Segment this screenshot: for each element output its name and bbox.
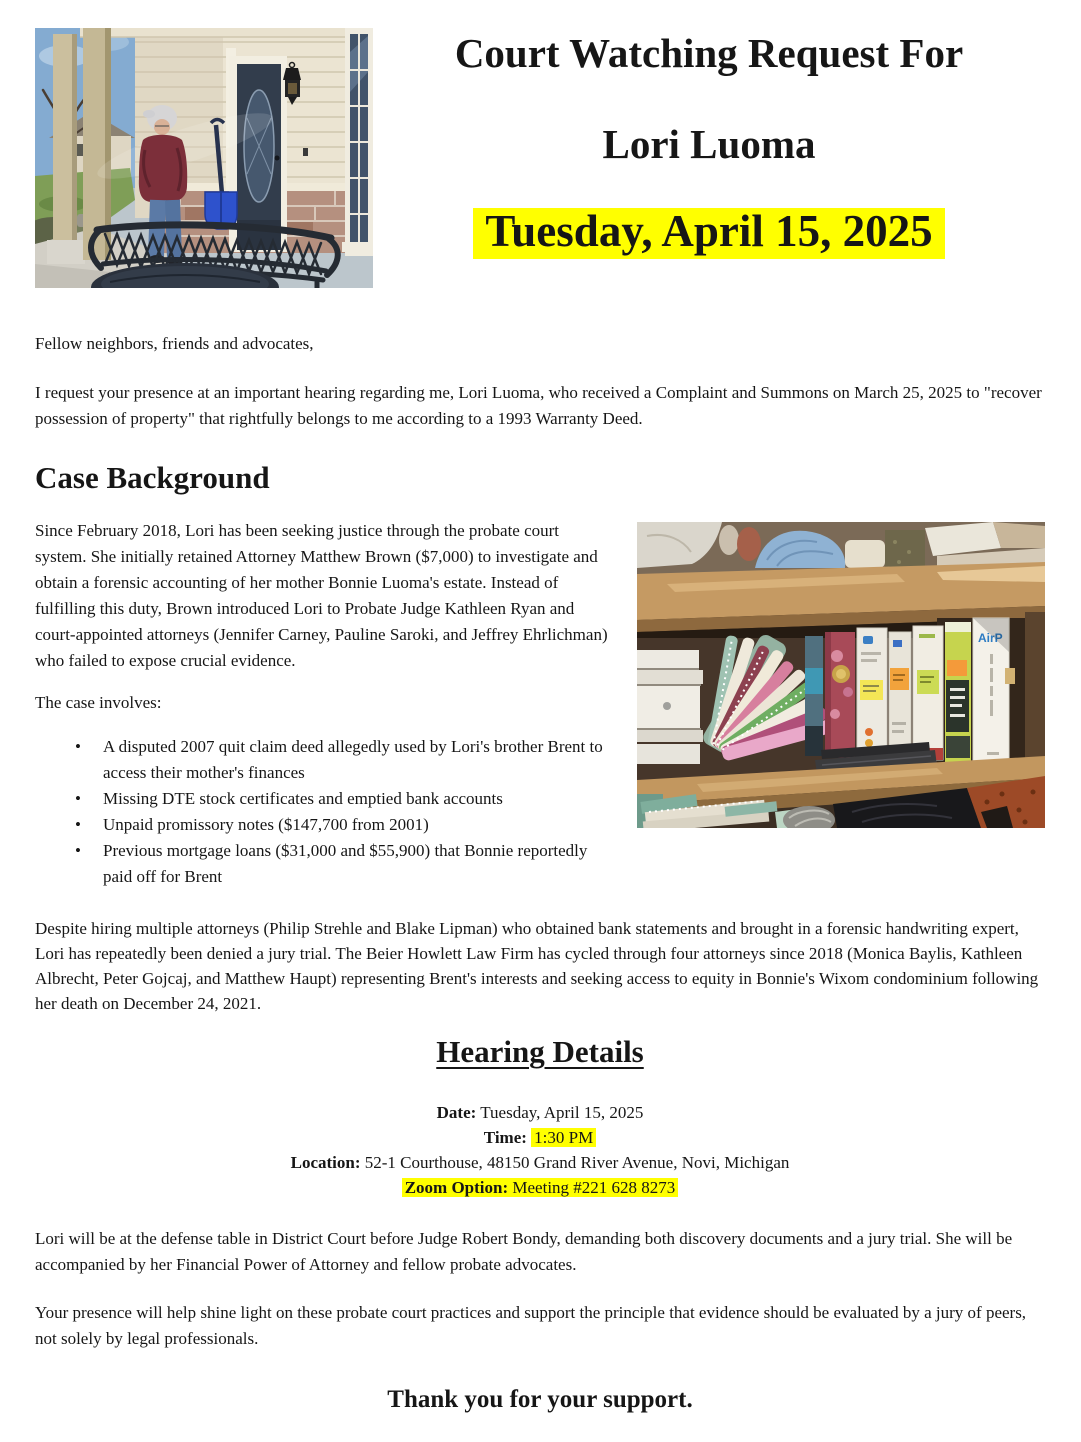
intro-paragraph: I request your presence at an important hearing regarding me, Lori Luoma, who received a Complaint and Summons on March 25, 2025 to "recover possession of property" that rightfully belongs to me according to a 1993 Warranty Deed. bbox=[35, 383, 1042, 428]
thank-you-line: Thank you for your support. bbox=[387, 1386, 693, 1413]
list-item: • A disputed 2007 quit claim deed allegedly used by Lori's brother Brent to access their mother's finances bbox=[103, 734, 1045, 786]
hearing-zoom-line bbox=[35, 1175, 1045, 1200]
location-value: 52-1 Courthouse, 48150 Grand River Avenue, Novi, Michigan bbox=[364, 1153, 790, 1172]
case-background-section bbox=[35, 518, 1045, 1016]
list-item: • Previous mortgage loans ($31,000 and $55,900) that Bonnie reportedly paid off for Brent bbox=[103, 838, 1045, 890]
location-label: Location: bbox=[290, 1153, 361, 1172]
title-block bbox=[373, 28, 1045, 259]
list-item: • Unpaid promissory notes ($147,700 from 2001) bbox=[103, 812, 1045, 838]
salutation: Fellow neighbors, friends and advocates, bbox=[35, 334, 314, 353]
hearing-location-line bbox=[35, 1150, 1045, 1175]
time-value-highlighted: 1:30 PM bbox=[531, 1128, 596, 1147]
date-value: Tuesday, April 15, 2025 bbox=[480, 1103, 644, 1122]
zoom-option-value: Meeting #221 628 8273 bbox=[512, 1178, 676, 1197]
case-involves-label: The case involves: bbox=[35, 693, 162, 712]
list-item: • Missing DTE stock certificates and emptied bank accounts bbox=[103, 786, 1045, 812]
svg-text:AirP: AirP bbox=[978, 631, 1003, 645]
masthead bbox=[35, 28, 1045, 288]
closing-support-paragraph: Your presence will help shine light on these probate court practices and support the principle that evidence should be evaluated by a jury of peers, not solely by legal professionals. bbox=[35, 1303, 1027, 1348]
page-title-line2: Lori Luoma bbox=[602, 121, 816, 168]
case-attorneys-paragraph: Despite hiring multiple attorneys (Philip Strehle and Blake Lipman) who obtained bank statements and brought in a forensic handwriting expert, Lori has repeatedly been denied a jury trial. The Beier Howlett Law Firm has cycled through four attorneys since 2018 (Monica Baylis, Kathleen Albrecht, Peter Gojcaj, and Matthew Haupt) representing Brent's interests and seeking access to equity in Bonnie's Wixom condominium following her death on December 24, 2021. bbox=[35, 919, 1039, 1013]
case-background-heading: Case Background bbox=[35, 460, 270, 495]
time-label: Time: bbox=[483, 1128, 527, 1147]
hearing-time-line bbox=[35, 1125, 1045, 1150]
hearing-details-heading: Hearing Details bbox=[436, 1034, 644, 1069]
closing-courtroom-paragraph: Lori will be at the defense table in District Court before Judge Robert Bondy, demanding both discovery documents and a jury trial. She will be accompanied by her Financial Power of Attorney and fellow probate advocates. bbox=[35, 1229, 1013, 1274]
page-title-line1: Court Watching Request For bbox=[454, 30, 964, 76]
case-history-paragraph: Since February 2018, Lori has been seeking justice through the probate court system. She initially retained Attorney Matthew Brown ($7,000) to investigate and obtain a forensic accounting of her mother Bonnie Luoma's estate. Instead of fulfilling this duty, Brown introduced Lori to Probate Judge Kathleen Ryan and court-appointed attorneys (Jennifer Carney, Pauline Saroki, and Jeffrey Ehrlichman) who failed to expose crucial evidence. bbox=[35, 521, 608, 670]
date-label: Date: bbox=[436, 1103, 477, 1122]
hearing-date-line bbox=[35, 1100, 1045, 1125]
case-bullet-list bbox=[35, 734, 1045, 890]
hearing-details-block bbox=[35, 1100, 1045, 1200]
date-banner: Tuesday, April 15, 2025 bbox=[473, 208, 944, 259]
zoom-option-label: Zoom Option: bbox=[404, 1178, 509, 1197]
porch-photo bbox=[35, 28, 373, 288]
zoom-option-highlighted bbox=[402, 1178, 679, 1197]
